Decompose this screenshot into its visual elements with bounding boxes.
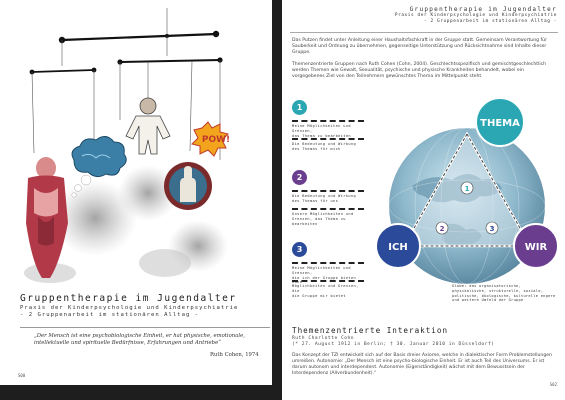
dashed-rule — [292, 262, 364, 264]
step-2-text-a — [292, 194, 364, 204]
hand-sign-figure — [164, 162, 212, 210]
step-1-text-a — [292, 124, 364, 138]
mobile-secondary-bar — [120, 60, 220, 62]
step-3-text-a — [292, 266, 364, 285]
step-line: Meine Möglichkeiten und Grenzen, — [292, 124, 351, 133]
step-line: des Themas für uns — [292, 198, 339, 203]
step-number-2: 2 — [292, 170, 307, 185]
dashed-rule — [292, 120, 364, 122]
divider — [290, 32, 558, 33]
ich-node — [376, 224, 420, 268]
right-page-header — [395, 6, 557, 25]
inner-number-3: 3 — [489, 225, 495, 233]
paper-man-figure — [126, 98, 170, 154]
thema-node — [476, 98, 524, 146]
step-line: Die Bedeutung und Wirkung — [292, 142, 357, 146]
step-line: Möglichkeiten und Grenzen, die — [292, 284, 359, 293]
left-page-title: Gruppentherapie im Jugendalter — [20, 293, 237, 304]
page-number-left: S00 — [18, 373, 26, 378]
inner-number-1: 1 — [464, 185, 470, 193]
author-dates: (* 27. August 1912 in Berlin; † 30. Januar 2010 in Düsseldorf) — [292, 342, 495, 347]
left-page-subtitle: Praxis der Kinderpsychologie und Kinderpsychiatrie — [20, 305, 239, 311]
right-header-title: Gruppentherapie im Jugendalter — [409, 6, 557, 13]
wir-node — [514, 224, 558, 268]
thema-label: THEMA — [480, 118, 520, 129]
step-line: bearbeiten — [292, 221, 318, 226]
step-line: Grenzen, das Thema zu — [292, 216, 346, 221]
right-header-line: Praxis der Kinderpsychologie und Kinderpsychiatrie — [394, 13, 557, 18]
pow-badge-text: POW! — [201, 135, 231, 145]
ich-label: ICH — [388, 242, 408, 253]
left-caption — [20, 293, 270, 318]
step-3-text-b — [292, 284, 364, 298]
pow-badge-figure — [192, 122, 230, 156]
dashed-rule — [292, 208, 364, 210]
mobile-shadow — [139, 249, 191, 277]
tzi-diagram — [372, 96, 562, 286]
dashed-rule — [292, 280, 364, 282]
mobile-main-bar — [62, 34, 216, 40]
step-1-text-b — [292, 142, 364, 152]
step-number-1: 1 — [292, 100, 307, 115]
page-edge-shadow — [272, 0, 282, 400]
dashed-rule — [292, 190, 364, 192]
paragraph-cleaning: Das Putzen findet unter Anleitung einer Haushaltsfachkraft in der Gruppe statt. Gemeinsam Verantwortung für Sauberkeit und Ordnung zu übernehmen, gegenseitige Unterstützung und Rücksichtnahme sind Inhalte dieser Gruppe. — [292, 38, 547, 55]
divider — [20, 327, 270, 328]
right-page — [282, 0, 565, 400]
inner-number-2: 2 — [439, 225, 445, 233]
left-page — [0, 0, 282, 400]
step-line: Unsere Möglichkeiten und — [292, 212, 354, 216]
right-header-line: - 2 Gruppenarbeit im stationären Alltag - — [424, 19, 557, 24]
dashed-rule — [292, 138, 364, 140]
step-line: die Gruppe mir bietet — [292, 293, 346, 298]
step-2-text-b — [292, 212, 364, 226]
author-name: Ruth Charlotte Cohn — [292, 336, 355, 341]
cohen-quote: „Der Mensch ist eine psychobiologische Einheit, er hat physische, emotionale, intellektuelle und spirituelle Bedürfnisse, Erfahrungen und Antriebe“ — [34, 333, 245, 346]
left-page-subtitle: - 2 Gruppenarbeit im stationären Alltag - — [20, 312, 200, 318]
anatomy-figure — [26, 157, 68, 278]
globe-legend: Globe: das organisatorische, physikalische, strukturelle, soziale, politische, ökologische, kulturelle engere und weitere Umfeld der Gruppe — [452, 284, 556, 303]
page-bottom-shadow — [0, 385, 282, 400]
step-line: das Thema zu bearbeiten — [292, 133, 351, 138]
quote-author: Ruth Cohen, 1974 — [210, 352, 259, 358]
wir-label: WIR — [524, 242, 548, 253]
step-line: des Themas für mich — [292, 146, 341, 151]
step-line: Die Bedeutung und Wirkung — [292, 194, 357, 198]
mobile-tertiary-bar — [32, 70, 94, 72]
paragraph-tzi-concept: Das Konzept der TZI entwickelt sich auf der Basis dreier Axiome, welche in dialektischer Form Problemstellungen umreißen. Autonomie: „Der Mensch ist eine psycho-biologische Einheit. Er ist auch Teil des Universums. Er ist darum autonom und interdependent. Autonomie (Eigenständigkeit) wächst mit dem Bewusstsein der Interdependenz (Allverbundenheit).“ — [292, 353, 552, 376]
section-title: Themenzentrierte Interaktion — [292, 326, 449, 335]
page-number-right: S02 — [549, 382, 557, 387]
step-number-3: 3 — [292, 242, 307, 257]
paragraph-themed-groups: Themenzentrierte Gruppen nach Ruth Cohen (Cohn, 2004). Geschlechtsspezifisch und gemischtgeschlechtlich werden Themen wie Gewalt, Sexualität, psychische und physische Krankheiten behandelt, wobei ein vorgegebenes Ziel von den Teilnehmern gewünschtes Thema im Mittelpunkt steht. — [292, 62, 547, 79]
step-line: Meine Möglichkeiten und Grenzen, — [292, 266, 351, 275]
mobile-illustration — [20, 8, 272, 283]
step-line: die ich der Gruppe bieten kann — [292, 275, 357, 285]
